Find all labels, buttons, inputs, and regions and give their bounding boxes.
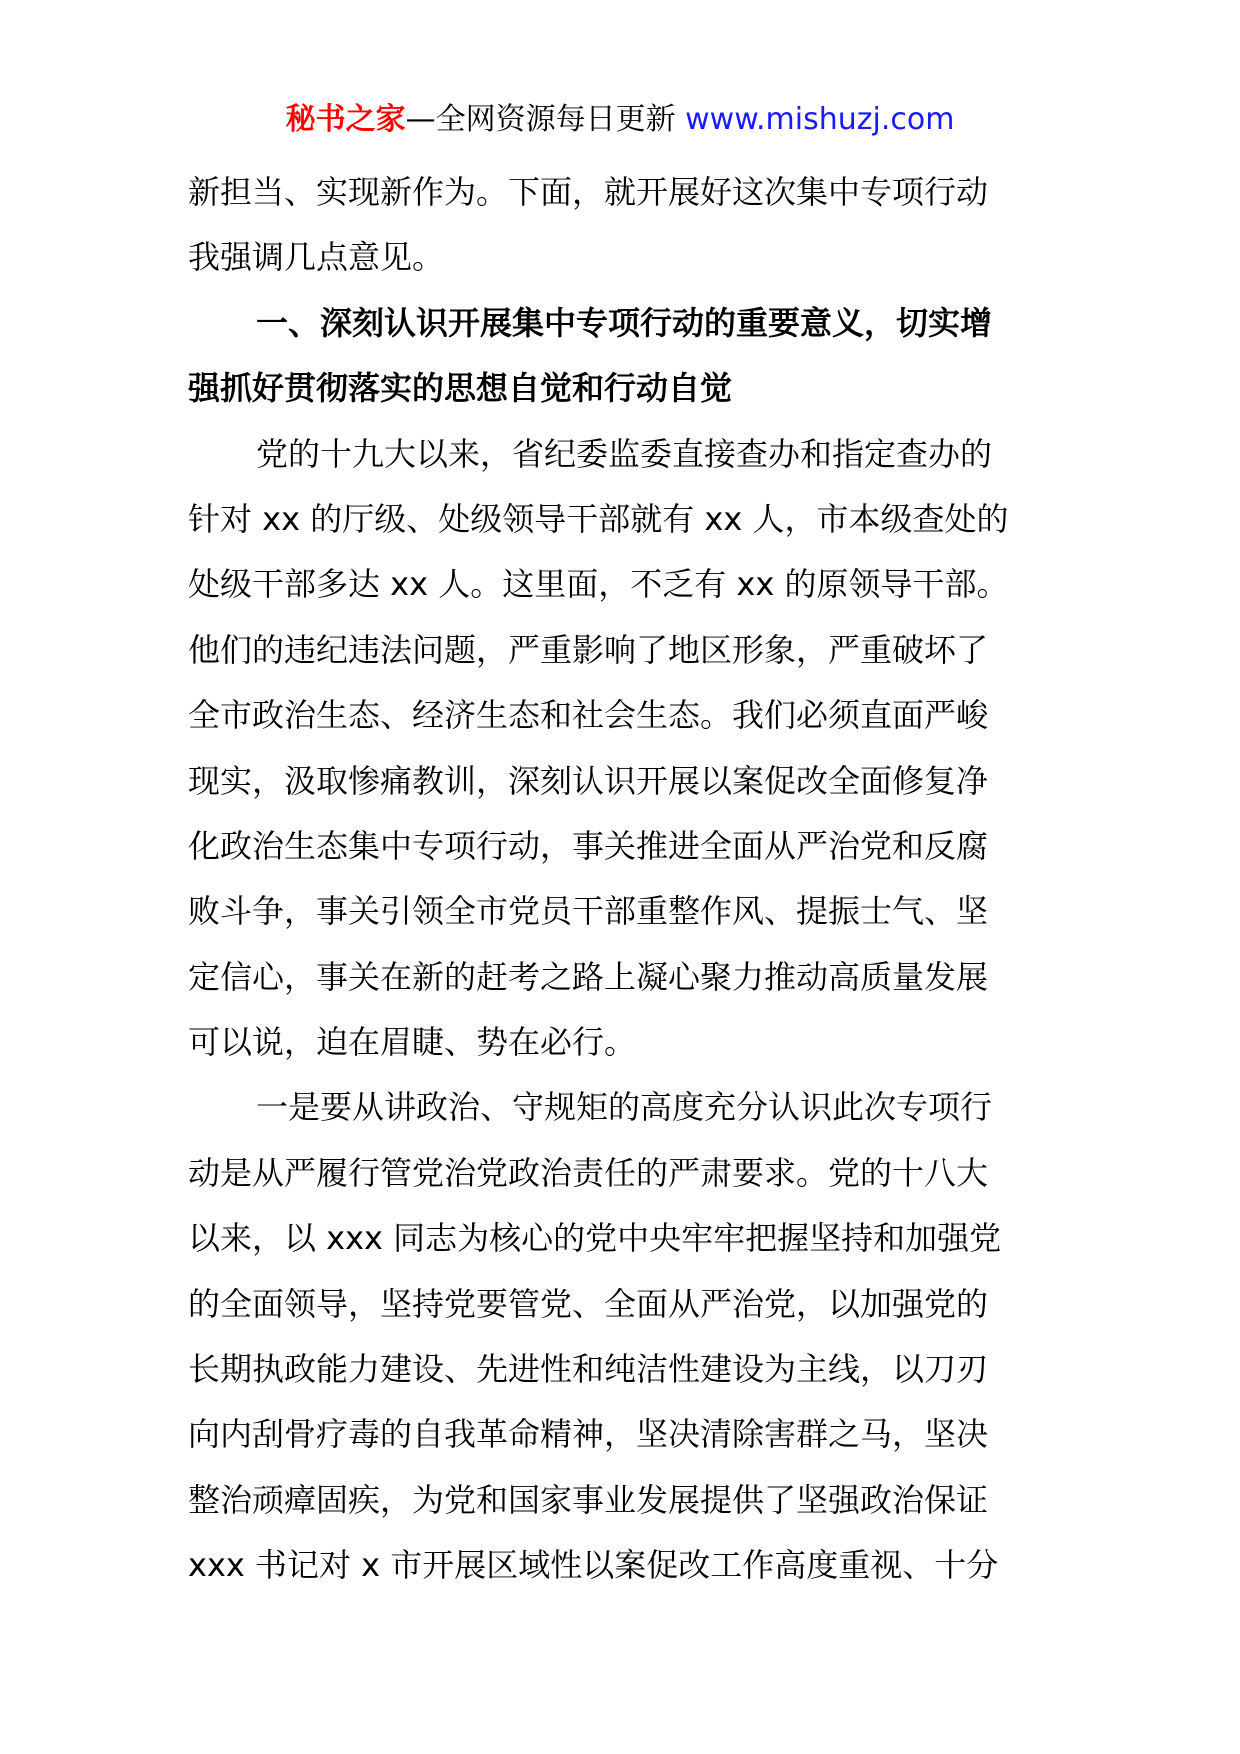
section-heading-line: 一、深刻认识开展集中专项行动的重要意义，切实增 [256, 303, 993, 342]
paragraph-line: 的全面领导，坚持党要管党、全面从严治党，以加强党的 [188, 1284, 989, 1323]
paragraph-line: 向内刮骨疗毒的自我革命精神，坚决清除害群之马，坚决 [188, 1415, 989, 1454]
paragraph-line: 以来，以 xxx 同志为核心的党中央牢牢把握坚持和加强党 [188, 1219, 1002, 1258]
paragraph-line: 针对 xx 的厅级、处级领导干部就有 xx 人，市本级查处的 [188, 499, 1009, 538]
document-body [188, 160, 1054, 1599]
paragraph-line: 可以说，迫在眉睫、势在必行。 [188, 1023, 637, 1062]
paragraph-line: 动是从严履行管党治党政治责任的严肃要求。党的十八大 [188, 1153, 989, 1192]
paragraph-line: 一是要从讲政治、守规矩的高度充分认识此次专项行 [256, 1088, 993, 1127]
paragraph-line: 定信心，事关在新的赶考之路上凝心聚力推动高质量发展 [188, 957, 989, 996]
paragraph-line: 我强调几点意见。 [188, 238, 445, 277]
paragraph-line: 化政治生态集中专项行动，事关推进全面从严治党和反腐 [188, 826, 989, 865]
paragraph-line: 败斗争，事关引领全市党员干部重整作风、提振士气、坚 [188, 892, 989, 931]
paragraph-line: 处级干部多达 xx 人。这里面，不乏有 xx 的原领导干部。 [188, 565, 1009, 604]
paragraph-line: xxx 书记对 x 市开展区域性以案促改工作高度重视、十分 [188, 1546, 999, 1585]
section-heading-line: 强抓好贯彻落实的思想自觉和行动自觉 [188, 369, 733, 408]
paragraph-line: 新担当、实现新作为。下面，就开展好这次集中专项行动 [188, 173, 989, 211]
brand-name: 秘书之家 [285, 102, 406, 137]
paragraph-line: 他们的违纪违法问题，严重影响了地区形象，严重破坏了 [188, 630, 989, 669]
paragraph-line: 党的十九大以来，省纪委监委直接查办和指定查办的 [256, 434, 993, 473]
header-tagline: —全网资源每日更新 [405, 102, 676, 137]
header-url-link[interactable]: www.mishuzj.com [685, 102, 955, 137]
paragraph-line: 全市政治生态、经济生态和社会生态。我们必须直面严峻 [188, 696, 989, 735]
paragraph-line: 整治顽瘴固疾，为党和国家事业发展提供了坚强政治保证 [188, 1480, 989, 1519]
paragraph-line: 长期执政能力建设、先进性和纯洁性建设为主线，以刀刃 [188, 1350, 989, 1389]
page-header [0, 100, 1240, 140]
paragraph-line: 现实，汲取惨痛教训，深刻认识开展以案促改全面修复净 [188, 761, 989, 800]
